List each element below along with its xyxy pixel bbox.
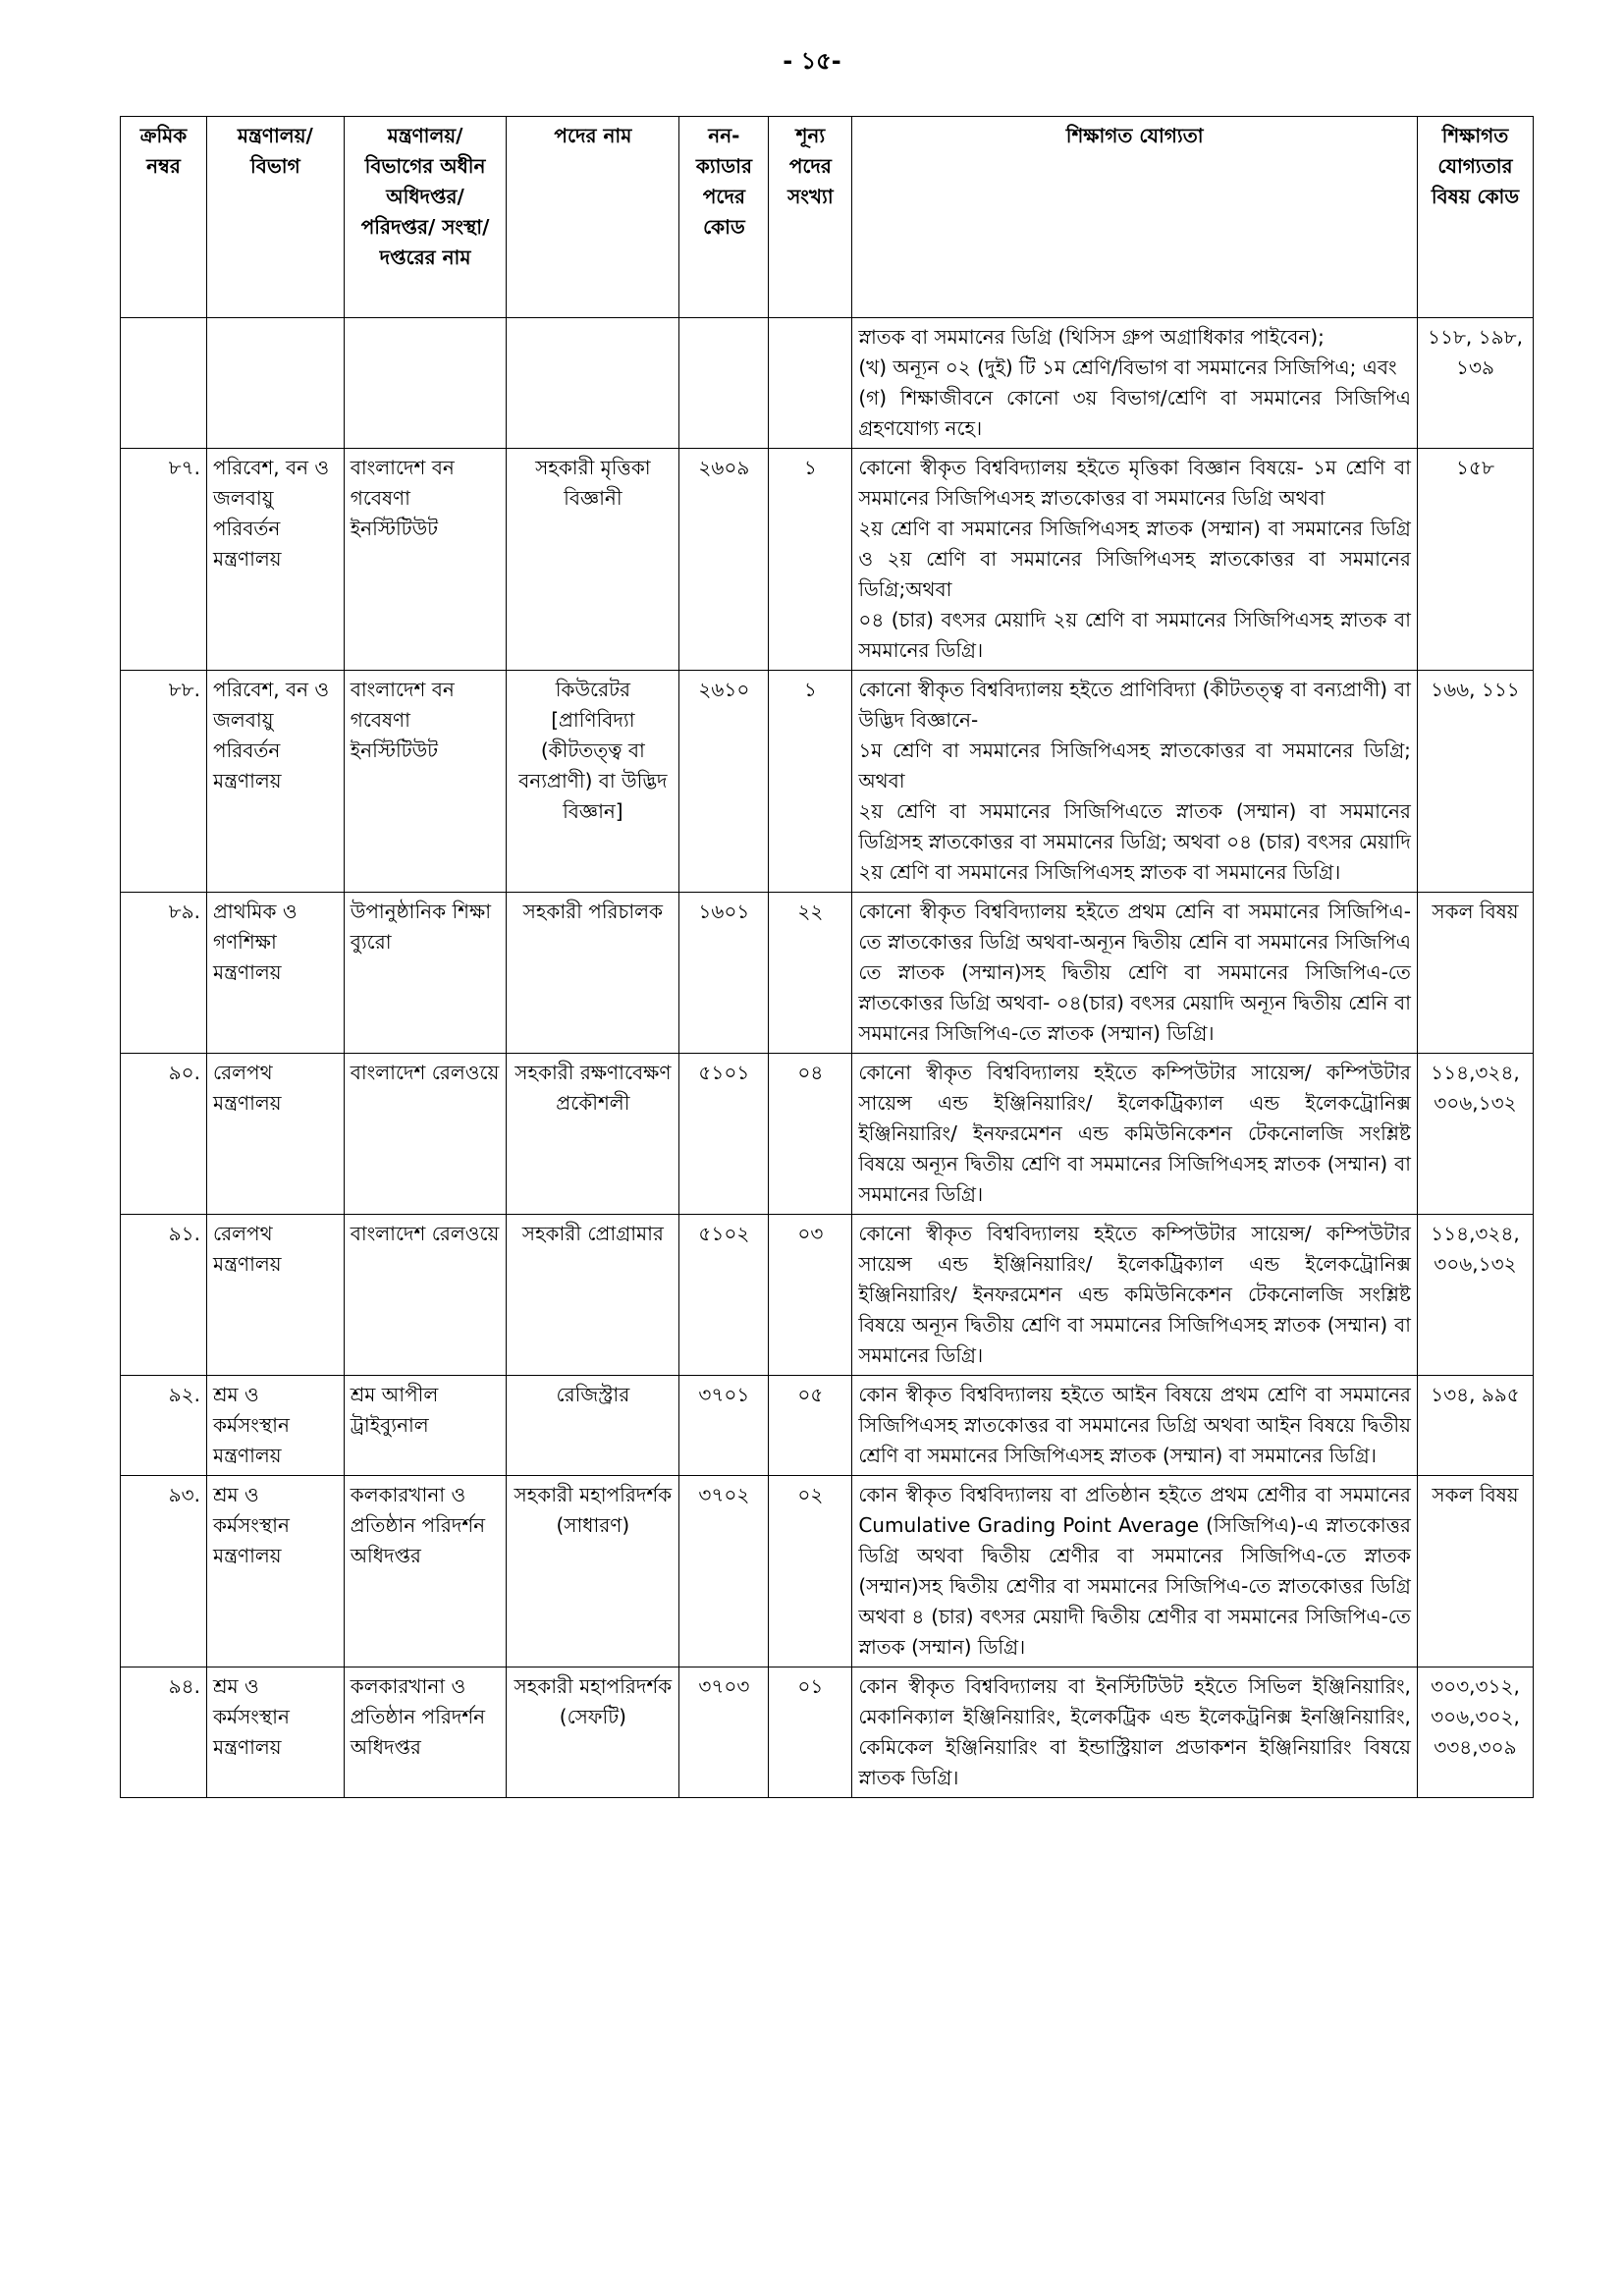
header-office: মন্ত্রণালয়/ বিভাগের অধীন অধিদপ্তর/ পরিদপ্তর/ সংস্থা/ দপ্তরের নাম bbox=[344, 117, 507, 318]
cell-code: ৩৭০১ bbox=[679, 1376, 769, 1476]
qualification-line: (গ) শিক্ষাজীবনে কোনো ৩য় বিভাগ/শ্রেণি বা সমমানের সিজিপিএ গ্রহণযোগ্য নহে। bbox=[858, 386, 1411, 440]
cell-subject-code: ১১৪,৩২৪, ৩০৬,১৩২ bbox=[1417, 1215, 1533, 1376]
cell-serial: ৯৪. bbox=[121, 1667, 207, 1798]
cell-post: সহকারী মৃত্তিকা বিজ্ঞানী bbox=[507, 449, 679, 671]
cell-office: কলকারখানা ও প্রতিষ্ঠান পরিদর্শন অধিদপ্তর bbox=[344, 1476, 507, 1667]
cell-ministry: পরিবেশ, বন ও জলবায়ু পরিবর্তন মন্ত্রণালয় bbox=[206, 671, 344, 893]
cell-serial: ৯০. bbox=[121, 1054, 207, 1215]
cell-code: ৫১০১ bbox=[679, 1054, 769, 1215]
table-row bbox=[121, 1667, 1534, 1798]
table-row bbox=[121, 1215, 1534, 1376]
cell-vacancy: ০৫ bbox=[769, 1376, 852, 1476]
cell-office: উপানুষ্ঠানিক শিক্ষা ব্যুরো bbox=[344, 893, 507, 1054]
cell-vacancy: ০২ bbox=[769, 1476, 852, 1667]
cell-post: সহকারী মহাপরিদর্শক (সেফটি) bbox=[507, 1667, 679, 1798]
table-row bbox=[121, 1376, 1534, 1476]
cell-vacancy: ০১ bbox=[769, 1667, 852, 1798]
cell-ministry: প্রাথমিক ও গণশিক্ষা মন্ত্রণালয় bbox=[206, 893, 344, 1054]
cell-office: বাংলাদেশ রেলওয়ে bbox=[344, 1215, 507, 1376]
header-ministry: মন্ত্রণালয়/ বিভাগ bbox=[206, 117, 344, 318]
cell-office: বাংলাদেশ বন গবেষণা ইনস্টিটিউট bbox=[344, 449, 507, 671]
cell-post: সহকারী পরিচালক bbox=[507, 893, 679, 1054]
cell-subject-code: ১৬৬, ১১১ bbox=[1417, 671, 1533, 893]
cell-vacancy: ২২ bbox=[769, 893, 852, 1054]
table-row bbox=[121, 1054, 1534, 1215]
cell-vacancy: ০৪ bbox=[769, 1054, 852, 1215]
header-post: পদের নাম bbox=[507, 117, 679, 318]
qualification-line: কোন স্বীকৃত বিশ্ববিদ্যালয় বা প্রতিষ্ঠান হইতে প্রথম শ্রেণীর বা সমমানের Cumulative Grading Point Average (সিজিপিএ)-এ স্নাতকোত্তর ডিগ্রি অথবা দ্বিতীয় শ্রেণীর বা সমমানের সিজিপিএ-তে স্নাতক (সম্মান)সহ দ্বিতীয় শ্রেণীর বা সমমানের সিজিপিএ-তে স্নাতকোত্তর ডিগ্রি অথবা ৪ (চার) বৎসর মেয়াদী দ্বিতীয় শ্রেণীর বা সমমানের সিজিপিএ-তে স্নাতক (সম্মান) ডিগ্রি। bbox=[858, 1483, 1411, 1659]
cell-post: সহকারী মহাপরিদর্শক (সাধারণ) bbox=[507, 1476, 679, 1667]
cell-ministry: পরিবেশ, বন ও জলবায়ু পরিবর্তন মন্ত্রণালয় bbox=[206, 449, 344, 671]
qualification-line: কোনো স্বীকৃত বিশ্ববিদ্যালয় হইতে কম্পিউটার সায়েন্স/ কম্পিউটার সায়েন্স এন্ড ইঞ্জিনিয়ারিং/ ইলেকট্রিক্যাল এন্ড ইলেকট্রোনিক্স ইঞ্জিনিয়ারিং/ ইনফরমেশন এন্ড কমিউনিকেশন টেকনোলজি সংশ্লিষ্ট বিষয়ে অন্যূন দ্বিতীয় শ্রেণি বা সমমানের সিজিপিএসহ স্নাতক (সম্মান) বা সমমানের ডিগ্রি। bbox=[858, 1061, 1411, 1206]
cell-office: বাংলাদেশ রেলওয়ে bbox=[344, 1054, 507, 1215]
table-row bbox=[121, 318, 1534, 449]
cell-office: কলকারখানা ও প্রতিষ্ঠান পরিদর্শন অধিদপ্তর bbox=[344, 1667, 507, 1798]
cell-office: বাংলাদেশ বন গবেষণা ইনস্টিটিউট bbox=[344, 671, 507, 893]
cell-serial: ৯১. bbox=[121, 1215, 207, 1376]
header-qualification: শিক্ষাগত যোগ্যতা bbox=[852, 117, 1418, 318]
cell-serial: ৯২. bbox=[121, 1376, 207, 1476]
cell-qualification bbox=[852, 893, 1418, 1054]
table-row bbox=[121, 1476, 1534, 1667]
cell-ministry: শ্রম ও কর্মসংস্থান মন্ত্রণালয় bbox=[206, 1476, 344, 1667]
qualification-line: কোনো স্বীকৃত বিশ্ববিদ্যালয় হইতে প্রাণিবিদ্যা (কীটতত্ত্ব বা বন্যপ্রাণী) বা উদ্ভিদ বিজ্ঞানে- bbox=[858, 678, 1411, 732]
table-header-row bbox=[121, 117, 1534, 318]
page-number: - ১৫- bbox=[783, 47, 841, 75]
table-row bbox=[121, 671, 1534, 893]
cell-ministry: শ্রম ও কর্মসংস্থান মন্ত্রণালয় bbox=[206, 1667, 344, 1798]
cell-post: রেজিস্ট্রার bbox=[507, 1376, 679, 1476]
cell-qualification bbox=[852, 318, 1418, 449]
cell-vacancy: ০৩ bbox=[769, 1215, 852, 1376]
header-serial: ক্রমিক নম্বর bbox=[121, 117, 207, 318]
cell-qualification bbox=[852, 1376, 1418, 1476]
cell-code: ১৬০১ bbox=[679, 893, 769, 1054]
cell-vacancy bbox=[769, 318, 852, 449]
cell-subject-code: ১৫৮ bbox=[1417, 449, 1533, 671]
cell-subject-code: ১১৮, ১৯৮, ১৩৯ bbox=[1417, 318, 1533, 449]
cell-code: ২৬০৯ bbox=[679, 449, 769, 671]
cell-qualification bbox=[852, 1667, 1418, 1798]
cell-vacancy: ১ bbox=[769, 671, 852, 893]
qualification-line: কোন স্বীকৃত বিশ্ববিদ্যালয় বা ইনস্টিটিউট হইতে সিভিল ইঞ্জিনিয়ারিং, মেকানিক্যাল ইঞ্জিনিয়ারিং, ইলেকট্রিক এন্ড ইলেকট্রনিক্স ইনঞ্জিনিয়ারিং, কেমিকেল ইঞ্জিনিয়ারিং বা ইন্ডাস্ট্রিয়াল প্রডাকশন ইঞ্জিনিয়ারিং বিষয়ে স্নাতক ডিগ্রি। bbox=[858, 1674, 1411, 1789]
table-row bbox=[121, 449, 1534, 671]
cell-ministry: শ্রম ও কর্মসংস্থান মন্ত্রণালয় bbox=[206, 1376, 344, 1476]
cell-serial: ৮৯. bbox=[121, 893, 207, 1054]
cell-serial: ৮৭. bbox=[121, 449, 207, 671]
cell-post: সহকারী রক্ষণাবেক্ষণ প্রকৌশলী bbox=[507, 1054, 679, 1215]
qualification-line: ২য় শ্রেণি বা সমমানের সিজিপিএতে স্নাতক (সম্মান) বা সমমানের ডিগ্রিসহ স্নাতকোত্তর বা সমমানের ডিগ্রি; অথবা ০৪ (চার) বৎসর মেয়াদি ২য় শ্রেণি বা সমমানের সিজিপিএসহ স্নাতক বা সমমানের ডিগ্রি। bbox=[858, 799, 1411, 884]
vacancy-table bbox=[120, 116, 1534, 1798]
cell-code: ৩৭০২ bbox=[679, 1476, 769, 1667]
qualification-line: কোনো স্বীকৃত বিশ্ববিদ্যালয় হইতে মৃত্তিকা বিজ্ঞান বিষয়ে- ১ম শ্রেণি বা সমমানের সিজিপিএসহ স্নাতকোত্তর বা সমমানের ডিগ্রি অথবা bbox=[858, 456, 1411, 510]
qualification-line: ০৪ (চার) বৎসর মেয়াদি ২য় শ্রেণি বা সমমানের সিজিপিএসহ স্নাতক বা সমমানের ডিগ্রি। bbox=[858, 608, 1411, 662]
cell-code bbox=[679, 318, 769, 449]
qualification-line: ২য় শ্রেণি বা সমমানের সিজিপিএসহ স্নাতক (সম্মান) বা সমমানের ডিগ্রি ও ২য় শ্রেণি বা সমমানের সিজিপিএসহ স্নাতকোত্তর বা সমমানের ডিগ্রি;অথবা bbox=[858, 517, 1411, 601]
cell-serial bbox=[121, 318, 207, 449]
cell-post: সহকারী প্রোগ্রামার bbox=[507, 1215, 679, 1376]
cell-vacancy: ১ bbox=[769, 449, 852, 671]
cell-post bbox=[507, 318, 679, 449]
cell-subject-code: সকল বিষয় bbox=[1417, 1476, 1533, 1667]
cell-ministry bbox=[206, 318, 344, 449]
qualification-line: কোন স্বীকৃত বিশ্ববিদ্যালয় হইতে আইন বিষয়ে প্রথম শ্রেণি বা সমমানের সিজিপিএসহ স্নাতকোত্তর বা সমমানের ডিগ্রি অথবা আইন বিষয়ে দ্বিতীয় শ্রেণি বা সমমানের সিজিপিএসহ স্নাতক (সম্মান) বা সমমানের ডিগ্রি। bbox=[858, 1383, 1411, 1467]
cell-qualification bbox=[852, 671, 1418, 893]
cell-subject-code: সকল বিষয় bbox=[1417, 893, 1533, 1054]
header-vacancy: শূন্য পদের সংখ্যা bbox=[769, 117, 852, 318]
cell-code: ৫১০২ bbox=[679, 1215, 769, 1376]
cell-qualification bbox=[852, 449, 1418, 671]
cell-code: ২৬১০ bbox=[679, 671, 769, 893]
header-code: নন-ক্যাডার পদের কোড bbox=[679, 117, 769, 318]
qualification-line: কোনো স্বীকৃত বিশ্ববিদ্যালয় হইতে প্রথম শ্রেনি বা সমমানের সিজিপিএ-তে স্নাতকোত্তর ডিগ্রি অথবা-অন্যূন দ্বিতীয় শ্রেনি বা সমমানের সিজিপিএ তে স্নাতক (সম্মান)সহ দ্বিতীয় শ্রেণি বা সমমানের সিজিপিএ-তে স্নাতকোত্তর ডিগ্রি অথবা- ০৪(চার) বৎসর মেয়াদি অন্যূন দ্বিতীয় শ্রেনি বা সমমানের সিজিপিএ-তে স্নাতক (সম্মান) ডিগ্রি। bbox=[858, 900, 1411, 1045]
cell-office bbox=[344, 318, 507, 449]
cell-subject-code: ৩০৩,৩১২, ৩০৬,৩০২, ৩৩৪,৩০৯ bbox=[1417, 1667, 1533, 1798]
qualification-line: কোনো স্বীকৃত বিশ্ববিদ্যালয় হইতে কম্পিউটার সায়েন্স/ কম্পিউটার সায়েন্স এন্ড ইঞ্জিনিয়ারিং/ ইলেকট্রিক্যাল এন্ড ইলেকট্রোনিক্স ইঞ্জিনিয়ারিং/ ইনফরমেশন এন্ড কমিউনিকেশন টেকনোলজি সংশ্লিষ্ট বিষয়ে অন্যূন দ্বিতীয় শ্রেণি বা সমমানের সিজিপিএসহ স্নাতক (সম্মান) বা সমমানের ডিগ্রি। bbox=[858, 1222, 1411, 1367]
qualification-line: ১ম শ্রেণি বা সমমানের সিজিপিএসহ স্নাতকোত্তর বা সমমানের ডিগ্রি; অথবা bbox=[858, 738, 1411, 793]
cell-ministry: রেলপথ মন্ত্রণালয় bbox=[206, 1054, 344, 1215]
header-subject-code: শিক্ষাগত যোগ্যতার বিষয় কোড bbox=[1417, 117, 1533, 318]
qualification-line: (খ) অন্যূন ০২ (দুই) টি ১ম শ্রেণি/বিভাগ বা সমমানের সিজিপিএ; এবং bbox=[858, 355, 1397, 379]
cell-ministry: রেলপথ মন্ত্রণালয় bbox=[206, 1215, 344, 1376]
cell-qualification bbox=[852, 1215, 1418, 1376]
table-row bbox=[121, 893, 1534, 1054]
qualification-line: স্নাতক বা সমমানের ডিগ্রি (থিসিস গ্রুপ অগ্রাধিকার পাইবেন); bbox=[858, 325, 1325, 349]
cell-post: কিউরেটর [প্রাণিবিদ্যা (কীটতত্ত্ব বা বন্যপ্রাণী) বা উদ্ভিদ বিজ্ঞান] bbox=[507, 671, 679, 893]
cell-subject-code: ১১৪,৩২৪, ৩০৬,১৩২ bbox=[1417, 1054, 1533, 1215]
cell-qualification bbox=[852, 1054, 1418, 1215]
cell-code: ৩৭০৩ bbox=[679, 1667, 769, 1798]
cell-office: শ্রম আপীল ট্রাইব্যুনাল bbox=[344, 1376, 507, 1476]
cell-subject-code: ১৩৪, ৯৯৫ bbox=[1417, 1376, 1533, 1476]
cell-serial: ৮৮. bbox=[121, 671, 207, 893]
cell-qualification bbox=[852, 1476, 1418, 1667]
cell-serial: ৯৩. bbox=[121, 1476, 207, 1667]
